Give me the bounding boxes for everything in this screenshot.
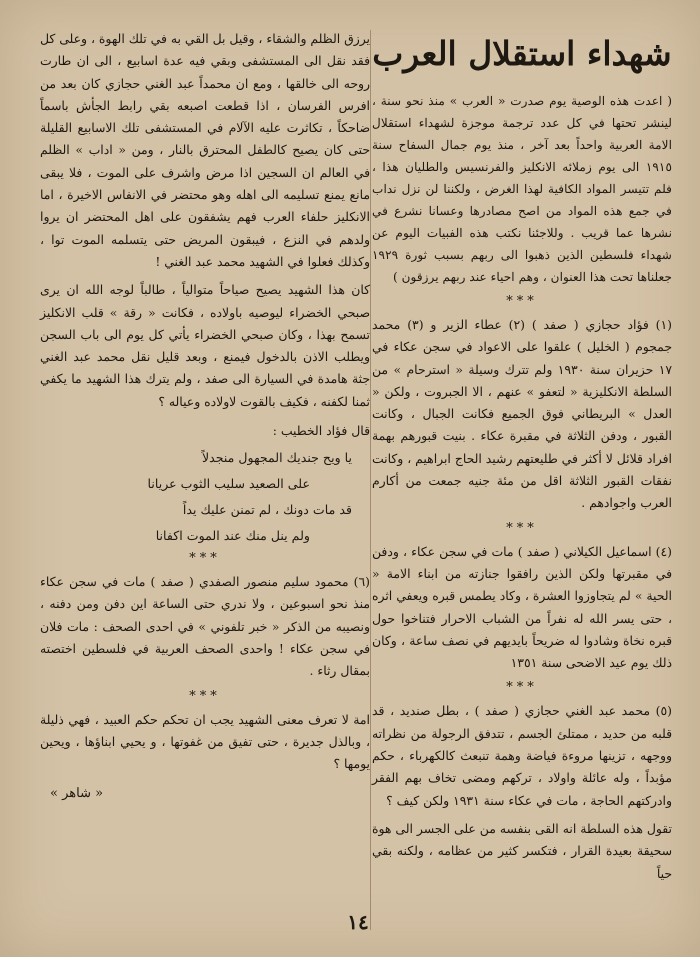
page-number: ١٤ bbox=[347, 910, 369, 934]
right-column bbox=[372, 28, 672, 920]
entry-5-continued: تقول هذه السلطة انه القى بنفسه من على الجسر الى هوة سحيقة بعيدة القرار ، فتكسر كثير من عظامه ، ولكنه بقي حياً bbox=[372, 820, 672, 881]
editor-intro: ( اعدت هذه الوصية يوم صدرت « العرب » منذ نحو سنة ، لينشر تحتها في كل عدد ترجمة موجزة لشهداء استقلال الامة العربية واحداً بعد آخر ، منذ يوم جمال السفاح سنة ١٩١٥ الى يوم زملائه الانكليز والفرنسيس والطليان هذا ، فلم تتيسر المواد الكافية لهذا الغرض ، ولكننا لن نزل نداب في جمع هذه المواد من اصح مصادرها وعسانا نشرع في نشرها عما قريب . وللاجئنا نكتب هذه الفبيات اليوم عن شهداء فلسطين الذين ذهبوا الى ربهم بسبب ثورة ١٩٢٩ جعلناها تحت هذا العنوان ، وهم احياء عند ربهم يرزقون ) bbox=[372, 94, 672, 284]
entry-4: (٤) اسماعيل الكيلاني ( صفد ) مات في سجن عكاء ، ودفن في مقبرتها ولكن الذين رافقوا جنازته من ابناء الامة « الحية » لم يتجاوزوا العشرة ، وكاد يطمس قبره ويعفي اثره ، حتى يسر الله له نفراً من الشباب الاحرار فتناخوا حول قبره نخاة وشادوا له ضريحاً بايديهم في نصف ساعة ، وكان ذلك يوم عيد الاضحى سنة ١٣٥١ bbox=[372, 543, 672, 671]
left-column bbox=[40, 28, 370, 928]
continued-paragraph: يرزق الظلم والشقاء ، وقيل بل القي به في تلك الهوة ، وعلى كل فقد نقل الى المستشفى وبقي فيه عدة اسابيع ، الى ان طارت روحه الى خالقها ، ومع ان محمداً عبد الغني حجازي كان بعد من افرس الفرسان ، اذا قطعت اصبعه بقي رابط الجأش باسماً ضاحكاً ، تكاثرت عليه الآلام في المستشفى تلك الاسابيع القليلة حتى كان يصيح كالطفل المحترق بالنار ، ومن « اداب » الظلم في العالم ان السجين اذا مرض واشرف على الموت ، فلا يبقى مانع يمنع تسليمه الى اهله وهو محتضر في الانفاس الاخيرة ، اما الانكليز حلفاء العرب فهم يشفقون على اهل المحتضر ان يروا ولدهم في النزع ، فيبقون المريض حتى يتسلمه الموت توا ، وكذلك فعلوا في الشهيد محمد عبد الغني ! bbox=[40, 31, 370, 269]
section-separator: *** bbox=[189, 551, 221, 567]
poem-intro: قال فؤاد الخطيب : bbox=[272, 423, 370, 439]
column-divider bbox=[370, 30, 371, 930]
page-title: شهداء استقلال العرب bbox=[372, 34, 672, 73]
closing-paragraph: امة لا تعرف معنى الشهيد يجب ان تحكم حكم العبيد ، فهي ذليلة ، وبالذل جديرة ، حتى تفيق من غفوتها ، و يحيي ابناؤها ، ويحين يومها ؟ bbox=[40, 711, 370, 772]
section-separator: *** bbox=[506, 680, 538, 696]
section-separator: *** bbox=[506, 520, 538, 536]
section-separator: *** bbox=[189, 688, 221, 704]
paragraph: كان هذا الشهيد يصيح صياحاً متوالياً ، طالباً لوجه الله ان يرى صبحي الخضراء ليوصيه باولاده ، فكانت « رقة » قلب الانكليز تسمح بهذا ، وكان صبحي الخضراء يأتي كل يوم الى باب السجن ويطلب الاذن بالدخول فيمنع ، وبعد قليل نقل محمد عبد الغني جثة هامدة في السيارة الى صفد ، ولم يترك هذا الشهيد ما يكفي ثمنا لكفنه ، فكيف بالقوت لاولاده وعياله ؟ bbox=[40, 282, 370, 409]
poem-verse: ولم ينل منك عند الموت اكفانا bbox=[155, 528, 310, 544]
entry-1-3: (١) فؤاد حجازي ( صفد ) (٢) عطاء الزير و (٣) محمد جمجوم ( الخليل ) علقوا على الاعواد في سجن عكاء في ١٧ حزيران سنة ١٩٣٠ ولم تترك وسيلة « استرحام » من السلطة الانكليزية « لتعفو » عنهم ، الا الجبروت ، ولكن « العدل » البريطاني فوق الجميع فكانت الجبال ، وكانت القبور ، ودفن الثلاثة في مقبرة عكاء . بنيت قبورهم بهمة افراد قلائل لا أكثر في طليعتهم رشيد الحاج ابراهيم ، وكانت نفقات القبور الثلاثة اقل من مئة جنيه جمعت من أكارم العرب واجوادهم . bbox=[372, 317, 672, 511]
entry-5: (٥) محمد عبد الغني حجازي ( صفد ) ، بطل صنديد ، قد قلبه من حديد ، ممتلئ الجسم ، تتدفق الرجولة من نظراته ووجهه ، تزينها مروءة فياضة وهمة تنبعث كالكهرباء ، حكم مؤبداً ، وله عائلة واولاد ، تركهم ومضى تخاف بهم الفقر وادركتهم الحاجة ، مات في عكاء سنة ١٩٣١ ولكن كيف ؟ bbox=[372, 703, 672, 808]
poem-verse: قد مات دونك ، لم تمنن عليك يداً bbox=[182, 502, 352, 518]
author-signature: « شاهر » bbox=[50, 786, 104, 802]
poem-verse: يا ويح جنديك المجهول منجدلاً bbox=[201, 450, 352, 466]
entry-6: (٦) محمود سليم منصور الصفدي ( صفد ) مات في سجن عكاء منذ نحو اسبوعين ، ولا ندري حتى الساعة اين دفن ومن دفنه ، ونصيبه من الذكر « خبر تلفوني » في احدى الصحف : مات فلان في سجن عكاء ! واحدى الصحف العربية في فلسطين اختصته بمقال رثاء . bbox=[40, 574, 370, 679]
section-separator: *** bbox=[506, 294, 538, 309]
poem-verse: على الصعيد سليب الثوب عريانا bbox=[147, 476, 310, 492]
